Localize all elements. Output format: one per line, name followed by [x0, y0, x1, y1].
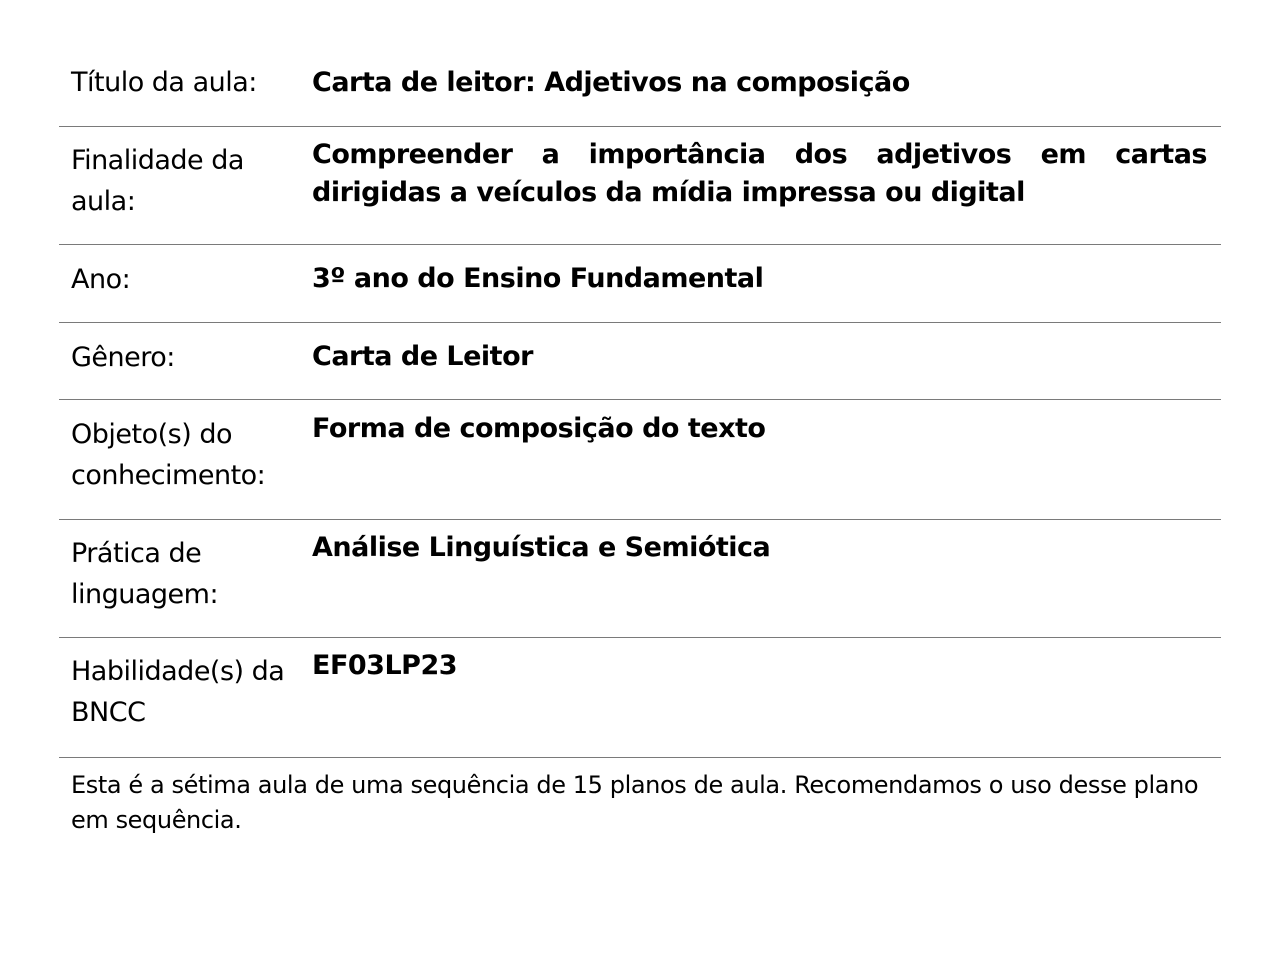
row-value: Forma de composição do texto [312, 413, 766, 444]
row-genero [59, 323, 1221, 400]
row-label: Habilidade(s) da BNCC [71, 656, 285, 728]
row-value: Compreender a importância dos adjetivos em cartas dirigidas a veículos da mídia impressa ou digital [312, 139, 1207, 208]
row-label: Ano: [71, 264, 131, 295]
row-objeto [59, 400, 1221, 520]
row-label: Objeto(s) do conhecimento: [71, 419, 266, 491]
row-label: Prática de linguagem: [71, 538, 219, 610]
row-titulo [59, 52, 1221, 127]
row-value: Análise Linguística e Semiótica [312, 532, 771, 563]
row-habilidade [59, 638, 1221, 758]
row-finalidade [59, 127, 1221, 245]
row-value: Carta de leitor: Adjetivos na composição [312, 67, 910, 98]
sequence-note: Esta é a sétima aula de uma sequência de 15 planos de aula. Recomendamos o uso desse plano em sequência. [71, 771, 1199, 834]
row-value: 3º ano do Ensino Fundamental [312, 263, 764, 294]
row-label: Título da aula: [71, 67, 257, 98]
lesson-plan-table [59, 52, 1221, 838]
row-label: Gênero: [71, 342, 175, 373]
row-value: Carta de Leitor [312, 341, 533, 372]
row-label: Finalidade da aula: [71, 145, 244, 217]
row-pratica [59, 520, 1221, 638]
row-value: EF03LP23 [312, 650, 458, 681]
row-ano [59, 245, 1221, 323]
